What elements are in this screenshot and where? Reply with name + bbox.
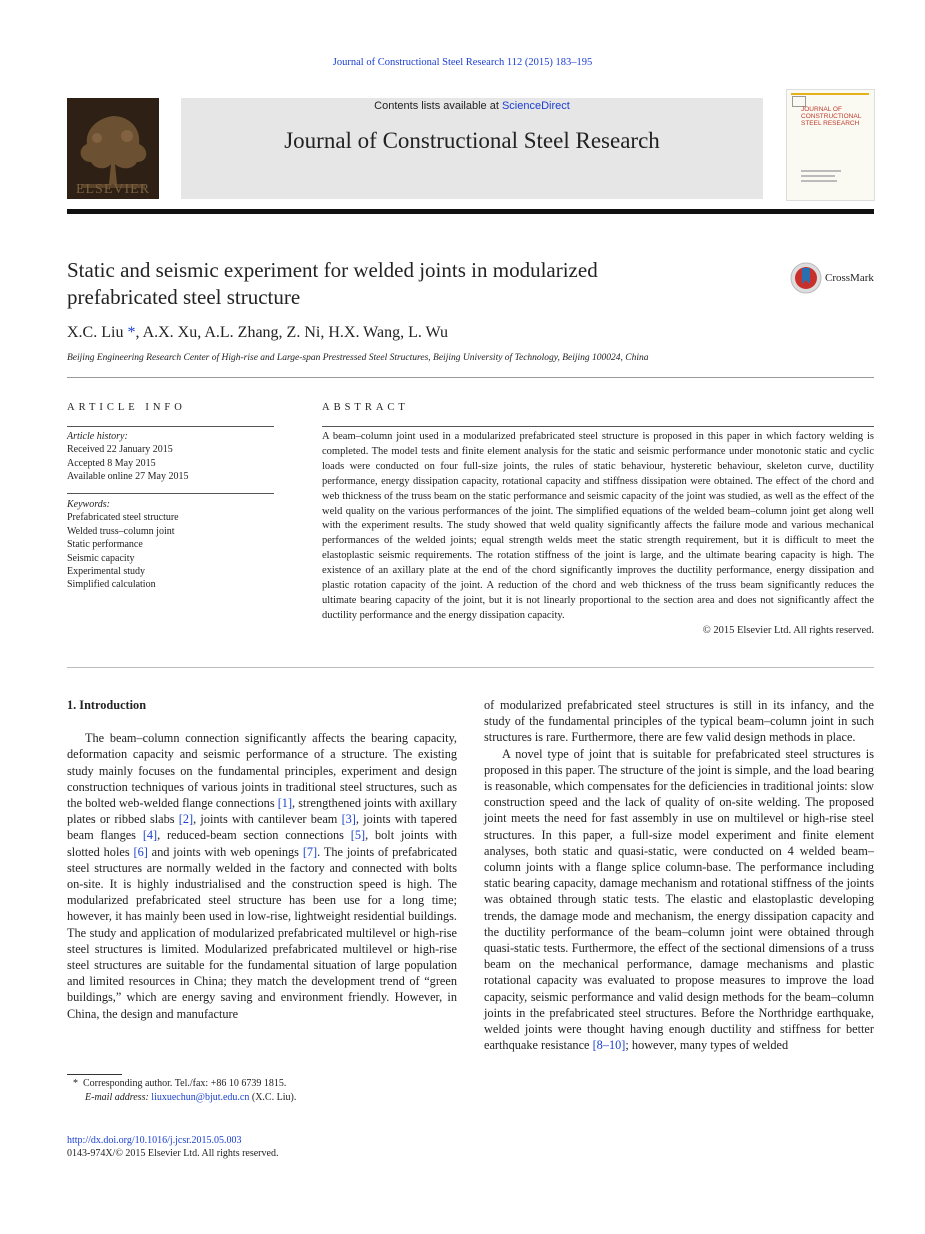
citation-link[interactable]: [1]: [277, 796, 293, 811]
divider: [67, 377, 874, 378]
cover-line: [801, 170, 841, 172]
journal-cover-thumbnail[interactable]: [786, 89, 875, 201]
affiliation: Beijing Engineering Research Center of High-rise and Large-span Prestressed Steel Structures, Beijing University of Technology, Beijing 100024, China: [67, 353, 649, 363]
email-link[interactable]: liuxuechun@bjut.edu.cn: [151, 1091, 250, 1103]
text-run: , strengthened joints with axillary plates or ribbed slabs: [67, 796, 458, 827]
contents-prefix: Contents lists available at: [374, 100, 502, 112]
cover-line: [801, 180, 837, 182]
abstract-heading: ABSTRACT: [322, 402, 409, 413]
keyword: Prefabricated steel structure: [67, 512, 179, 524]
title-line-1: Static and seismic experiment for welded joints in modularized: [67, 258, 598, 282]
footnote-marker: *: [73, 1078, 78, 1089]
divider: [67, 426, 274, 427]
issn-line: 0143-974X/© 2015 Elsevier Ltd. All rights reserved.: [67, 1148, 279, 1159]
header-rule: [67, 209, 874, 214]
author-others: , A.X. Xu, A.L. Zhang, Z. Ni, H.X. Wang, L. Wu: [135, 324, 449, 341]
citation-link[interactable]: [6]: [133, 844, 148, 859]
text-run: ; however, many types of welded: [625, 1038, 789, 1053]
footnote-text: Corresponding author. Tel./fax: +86 10 6739 1815.: [83, 1078, 287, 1089]
doi-link[interactable]: http://dx.doi.org/10.1016/j.jcsr.2015.05.003: [67, 1135, 242, 1146]
crossmark-label: CrossMark: [825, 272, 874, 284]
divider: [67, 667, 874, 668]
citation-link[interactable]: [4]: [142, 828, 158, 843]
journal-reference-link[interactable]: Journal of Constructional Steel Research 112 (2015) 183–195: [332, 57, 593, 68]
elsevier-logo: [67, 98, 159, 199]
footnote-email: [67, 1091, 457, 1105]
body-right-column: [484, 697, 874, 1053]
email-label: E-mail address:: [85, 1091, 152, 1103]
text-run: . The joints of prefabricated steel structures are normally welded in the factory and connected with bolts on-site. It is highly industrialised and the construction speed is high. The modularized prefabricated steel structure has been use for a long time; however, it has mainly been used in low-rise, lightweight residential buildings. The study and application of modularized prefabricated multilevel or high-rise steel structures is limited. Modularized prefabricated multilevel or high-rise steel structures are suitable for the fundamental situation of large population and limited resources in China; they match the development trend of “green buildings,” which are energy saving and environment friendly. However, in China, the design and manufacture: [67, 844, 457, 1021]
corresponding-author-link[interactable]: *: [127, 324, 136, 341]
divider: [67, 493, 274, 494]
article-info: [67, 430, 274, 484]
crossmark-badge[interactable]: [790, 262, 880, 294]
page-footer: [67, 1134, 467, 1160]
cover-line: [801, 175, 835, 177]
text-run: The beam–column connection significantly affects the bearing capacity, deformation capacity and seismic performance of a structure. The existing study mainly focuses on the fundamental principles, experiment and design construction techniques of various joints in traditional steel structures, such as the bolted web-welded flange connections: [67, 731, 457, 811]
citation-link[interactable]: [8–10]: [592, 1038, 626, 1053]
text-run: , joints with cantilever beam: [193, 812, 342, 827]
contents-line: [181, 100, 763, 112]
text-run: , reduced-beam section connections: [157, 828, 351, 843]
text-run: A novel type of joint that is suitable for prefabricated steel structures is proposed in this paper. The structure of the joint is simple, and the load bearing is reasonable, which compensates for the deficiencies in traditional joints: slow construction speed and the lack of quality of on-site welding. The proposed joint meets the need for fast assembly in use on multilevel or high-rise steel structures. In this paper, a full-size model experiment and finite element analyses, both static and quasi-static, were conducted on 4 welded beam–column joints with a flange splice column-base. The performance including static bearing capacity, damage mechanism and rotational stiffness of the joints was obtained through static tests. The elastic and elastoplastic developing trends, the damage mode and mechanism, the energy dissipation capacity and the ductility performance of the beam–column joint were obtained through quasi-static tests. Furthermore, the effect of the sectional dimensions of a truss beam on the mechanical performance, damage mechanisms and plastic rotational capacity was evaluated to propose measures to improve the load capacity, seismic performance and valid design methods for the beam–column joints in the prefabricated steel structures. Before the Northridge earthquake, welded joints were thought having enough ductility and stiffness for better earthquake resistance: [484, 746, 874, 1053]
paper-title: [67, 257, 767, 311]
received-date: Received 22 January 2015: [67, 444, 173, 456]
accepted-date: Accepted 8 May 2015: [67, 457, 156, 469]
keywords-label: Keywords:: [67, 499, 110, 510]
author-first[interactable]: X.C. Liu: [67, 324, 128, 341]
title-line-2: prefabricated steel structure: [67, 285, 301, 309]
citation-link[interactable]: [2]: [178, 812, 194, 827]
text-run: , bolt joints with slotted holes: [67, 828, 458, 859]
divider: [322, 426, 874, 427]
keyword: Experimental study: [67, 566, 146, 578]
history-label: Article history:: [67, 431, 128, 442]
keywords: [67, 498, 274, 592]
text-run: , joints with tapered beam flanges: [67, 812, 457, 843]
article-info-heading: ARTICLE INFO: [67, 402, 186, 413]
keyword: Static performance: [67, 539, 143, 551]
online-date: Available online 27 May 2015: [67, 471, 189, 483]
body-left-column: [67, 697, 457, 1022]
footnote: [67, 1077, 457, 1104]
elsevier-wordmark: ELSEVIER: [75, 182, 151, 197]
abstract: [322, 430, 874, 639]
author-list: [67, 324, 448, 342]
citation-link[interactable]: [7]: [302, 844, 318, 859]
keyword: Seismic capacity: [67, 552, 135, 564]
abstract-copyright: © 2015 Elsevier Ltd. All rights reserved.: [702, 624, 874, 636]
footnote-corresponding: [67, 1077, 457, 1091]
citation-link[interactable]: [3]: [341, 812, 356, 827]
cover-stripe: [791, 93, 869, 95]
journal-title[interactable]: Journal of Constructional Steel Research: [284, 128, 660, 153]
sciencedirect-link[interactable]: ScienceDirect: [501, 100, 570, 112]
text-run: and joints with web openings: [147, 844, 303, 859]
keyword: Simplified calculation: [67, 579, 156, 591]
paragraph: [484, 746, 874, 1054]
abstract-text: A beam–column joint used in a modularized prefabricated steel structure is proposed in this paper in which factory welding is completed. The model tests and finite element analysis for the static and seismic performance under monotonic static and cyclic loads were conducted on four full-size joints, the rules of static behaviour, hysteretic behaviour, skeleton curve, ductility performance, energy dissipation capacity, rotational capacity and stiffness dissipation were obtained. The effect of the chord and web thickness of the truss beam on the static performance and seismic capacity of the joint was studied, as well as the effect of the weld quality on the various performances of the joint. The simplified equations of the welded beam–column joint get along well with the experiment results. The study showed that weld quality significantly affects the failure mode and various mechanical performances of the welded joints; equal strength welds meet the static strength requirement, but it is difficult to meet the elastoplastic seismic requirements. The rotation stiffness of the joint is large, and the ultimate bearing capacity is high. The existence of an axillary plate at the end of the chord significantly improves the ductility performance, energy dissipation and plastic rotation capacity of the joint. A reduction of the chord and web thickness of the truss beam significantly reduces the ultimate bearing capacity of the joint, but it is not linearly proportional to the section area and does not significantly affect the ductility performance and the energy dissipation capacity.: [322, 431, 874, 621]
citation-link[interactable]: [5]: [350, 828, 366, 843]
email-owner: (X.C. Liu).: [249, 1091, 297, 1103]
paragraph: [67, 730, 457, 1022]
footnote-rule: [67, 1074, 122, 1075]
cover-title: JOURNAL OF CONSTRUCTIONAL STEEL RESEARCH: [801, 106, 862, 127]
section-heading: 1. Introduction: [67, 698, 147, 712]
keyword: Welded truss–column joint: [67, 525, 175, 537]
paragraph: of modularized prefabricated steel structures is still in its infancy, and the study of the fundamental principles of the typical beam–column joint in such structures is rare. Furthermore, there are few valid design methods in place.: [484, 698, 874, 745]
crossmark-icon: [790, 262, 822, 294]
